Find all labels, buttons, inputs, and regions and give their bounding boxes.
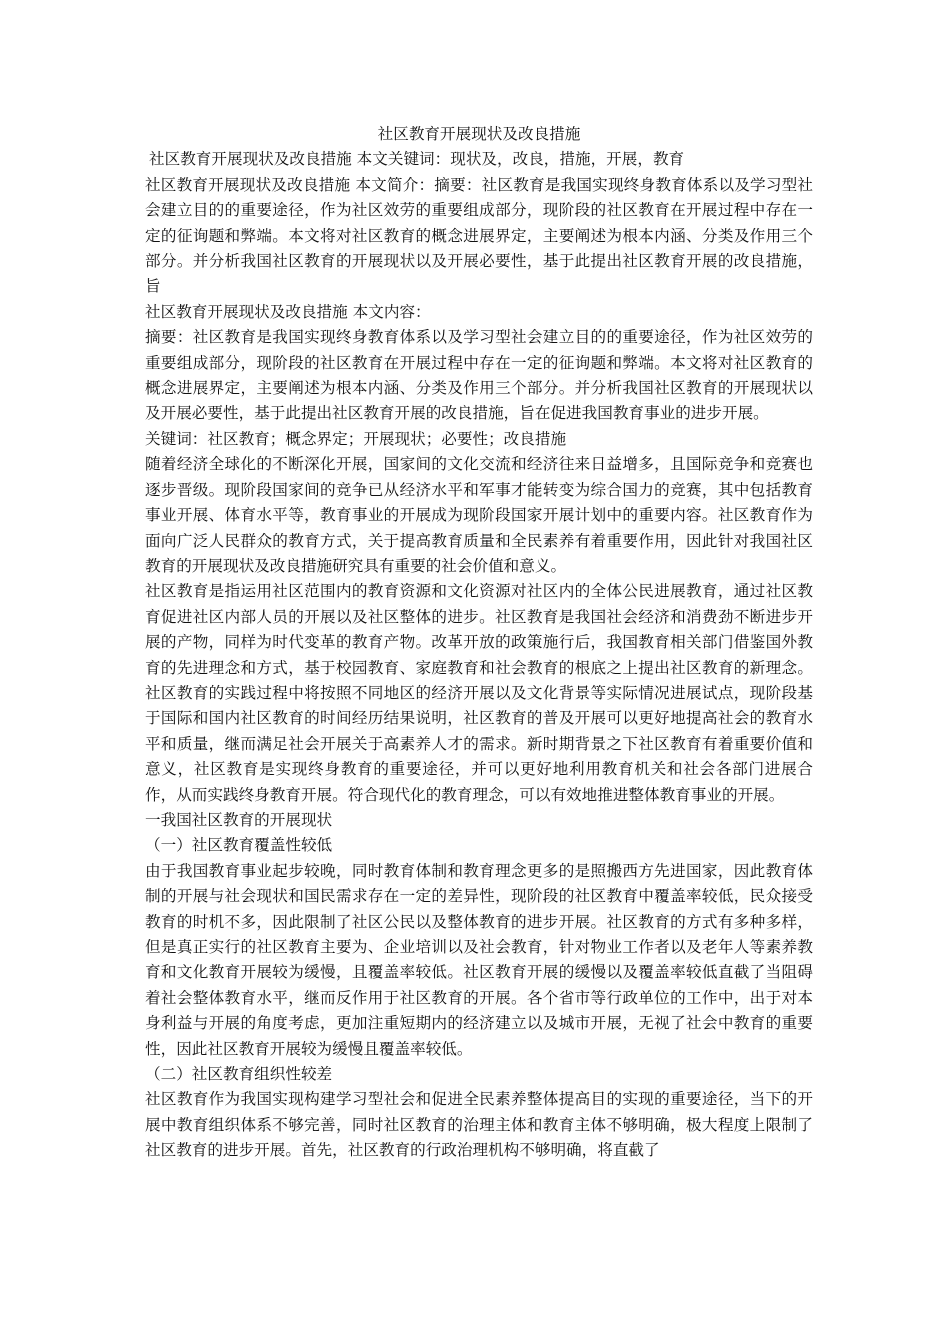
body-paragraph-4: 社区教育作为我国实现构建学习型社会和促进全民素养整体提高目的实现的重要途径，当下的开展中教育组织体系不够完善，同时社区教育的治理主体和教育主体不够明确，极大程度上限制了社区教育的进步开展。首先，社区教育的行政治理机构不够明确，将直截了	[145, 1090, 813, 1160]
subsection-heading-2: （二）社区教育组织性较差	[145, 1065, 333, 1084]
document-page	[145, 122, 813, 1164]
document-title: 社区教育开展现状及改良措施	[377, 125, 581, 143]
body-paragraph-3: 由于我国教育事业起步较晚，同时教育体制和教育理念更多的是照搬西方先进国家，因此教育体制的开展与社会现状和国民需求存在一定的差异性，现阶段的社区教育中覆盖率较低，民众接受教育的时机不多，因此限制了社区公民以及整体教育的进步开展。社区教育的方式有多种多样，但是真正实行的社区教育主要为、企业培训以及社会教育，针对物业工作者以及老年人等素养教育和文化教育开展较为缓慢，且覆盖率较低。社区教育开展的缓慢以及覆盖率较低直截了当阻碍着社会整体教育水平，继而反作用于社区教育的开展。各个省市等行政单位的工作中，出于对本身利益与开展的角度考虑，更加注重短期内的经济建立以及城市开展，无视了社会中教育的重要性，因此社区教育开展较为缓慢且覆盖率较低。	[145, 861, 813, 1058]
keywords-line: 社区教育开展现状及改良措施 本文关键词：现状及，改良，措施，开展，教育	[149, 150, 685, 169]
abstract-paragraph: 摘要：社区教育是我国实现终身教育体系以及学习型社会建立目的的重要途径，作为社区效劳的重要组成部分，现阶段的社区教育在开展过程中存在一定的征询题和弊端。本文将对社区教育的概念进展界定，主要阐述为根本内涵、分类及作用三个部分。并分析我国社区教育的开展现状以及开展必要性，基于此提出社区教育开展的改良措施，旨在促进我国教育事业的进步开展。	[145, 328, 813, 423]
keywords-paragraph: 关键词：社区教育；概念界定；开展现状；必要性；改良措施	[145, 429, 567, 448]
intro-paragraph: 社区教育开展现状及改良措施 本文简介：摘要：社区教育是我国实现终身教育体系以及学习型社会建立目的的重要途径，作为社区效劳的重要组成部分，现阶段的社区教育在开展过程中存在一定的征询题和弊端。本文将对社区教育的概念进展界定，主要阐述为根本内涵、分类及作用三个部分。并分析我国社区教育的开展现状以及开展必要性，基于此提出社区教育开展的改良措施，旨	[145, 175, 813, 296]
body-paragraph-2: 社区教育是指运用社区范围内的教育资源和文化资源对社区内的全体公民进展教育，通过社区教育促进社区内部人员的开展以及社区整体的进步。社区教育是我国社会经济和消费劲不断进步开展的产物，同样为时代变革的教育产物。改革开放的政策施行后，我国教育相关部门借鉴国外教育的先进理念和方式，基于校园教育、家庭教育和社会教育的根底之上提出社区教育的新理念。社区教育的实践过程中将按照不同地区的经济开展以及文化背景等实际情况进展试点，现阶段基于国际和国内社区教育的时间经历结果说明，社区教育的普及开展可以更好地提高社会的教育水平和质量，继而满足社会开展关于高素养人才的需求。新时期背景之下社区教育有着重要价值和意义，社区教育是实现终身教育的重要途径，并可以更好地利用教育机关和社会各部门进展合作，从而实践终身教育开展。符合现代化的教育理念，可以有效地推进整体教育事业的开展。	[145, 582, 813, 804]
content-label: 社区教育开展现状及改良措施 本文内容：	[145, 302, 431, 321]
subsection-heading-1: （一）社区教育覆盖性较低	[145, 836, 333, 855]
section-heading-1: 一我国社区教育的开展现状	[145, 810, 333, 829]
body-paragraph-1: 随着经济全球化的不断深化开展，国家间的文化交流和经济往来日益增多，且国际竞争和竞赛也逐步晋级。现阶段国家间的竞争已从经济水平和军事才能转变为综合国力的竞赛，其中包括教育事业开展、体育水平等，教育事业的开展成为现阶段国家开展计划中的重要内容。社区教育作为面向广泛人民群众的教育方式，关于提高教育质量和全民素养有着重要作用，因此针对我国社区教育的开展现状及改良措施研究具有重要的社会价值和意义。	[145, 455, 813, 575]
